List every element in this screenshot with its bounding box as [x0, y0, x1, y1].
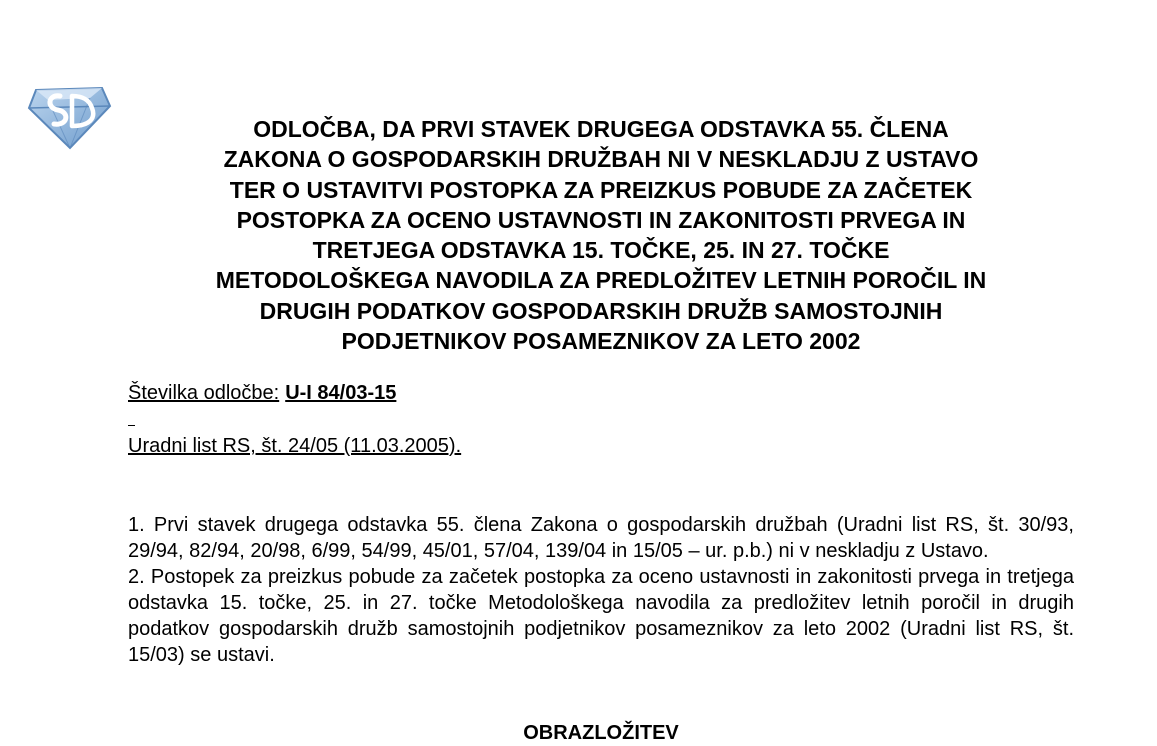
gazette-reference: Uradni list RS, št. 24/05 (11.03.2005).	[128, 435, 462, 457]
decision-number-value: U-I 84/03-15	[285, 382, 397, 404]
decision-number-label: Številka odločbe:	[128, 382, 280, 404]
sd-diamond-logo-icon	[26, 78, 112, 150]
decision-number-row	[128, 381, 396, 405]
decision-paragraph-2: 2. Postopek za preizkus pobude za začetek postopka za oceno ustavnosti in zakonitosti prvega in tretjega odstavka 15. točke, 25. in 27. točke Metodološkega navodila za predložitev letnih poročil in drugih podatkov gospodarskih družb samostojnih podjetnikov posameznikov za leto 2002 (Uradni list RS, št. 15/03) se ustavi.	[128, 566, 1074, 666]
document-title: ODLOČBA, DA PRVI STAVEK DRUGEGA ODSTAVKA 55. ČLENA ZAKONA O GOSPODARSKIH DRUŽBAH NI V NESKLADJU Z USTAVO TER O USTAVITVI POSTOPKA ZA PREIZKUS POBUDE ZA ZAČETEK POSTOPKA ZA OCENO USTAVNOSTI IN ZAKONITOSTI PRVEGA IN TRETJEGA ODSTAVKA 15. TOČKE, 25. IN 27. TOČKE METODOLOŠKEGA NAVODILA ZA PREDLOŽITEV LETNIH POROČIL IN DRUGIH PODATKOV GOSPODARSKIH DRUŽB SAMOSTOJNIH PODJETNIKOV POSAMEZNIKOV ZA LETO 2002	[215, 116, 987, 355]
decision-body	[128, 512, 1074, 668]
underline-mark	[128, 425, 135, 426]
gazette-reference-row	[128, 434, 461, 458]
decision-paragraph-1: 1. Prvi stavek drugega odstavka 55. člena Zakona o gospodarskih družbah (Uradni list RS, št. 30/93, 29/94, 82/94, 20/98, 6/99, 54/99, 45/01, 57/04, 139/04 in 15/05 – ur. p.b.) ni v neskladju z Ustavo.	[128, 514, 1074, 562]
section-heading-reasoning: OBRAZLOŽITEV	[523, 722, 679, 744]
